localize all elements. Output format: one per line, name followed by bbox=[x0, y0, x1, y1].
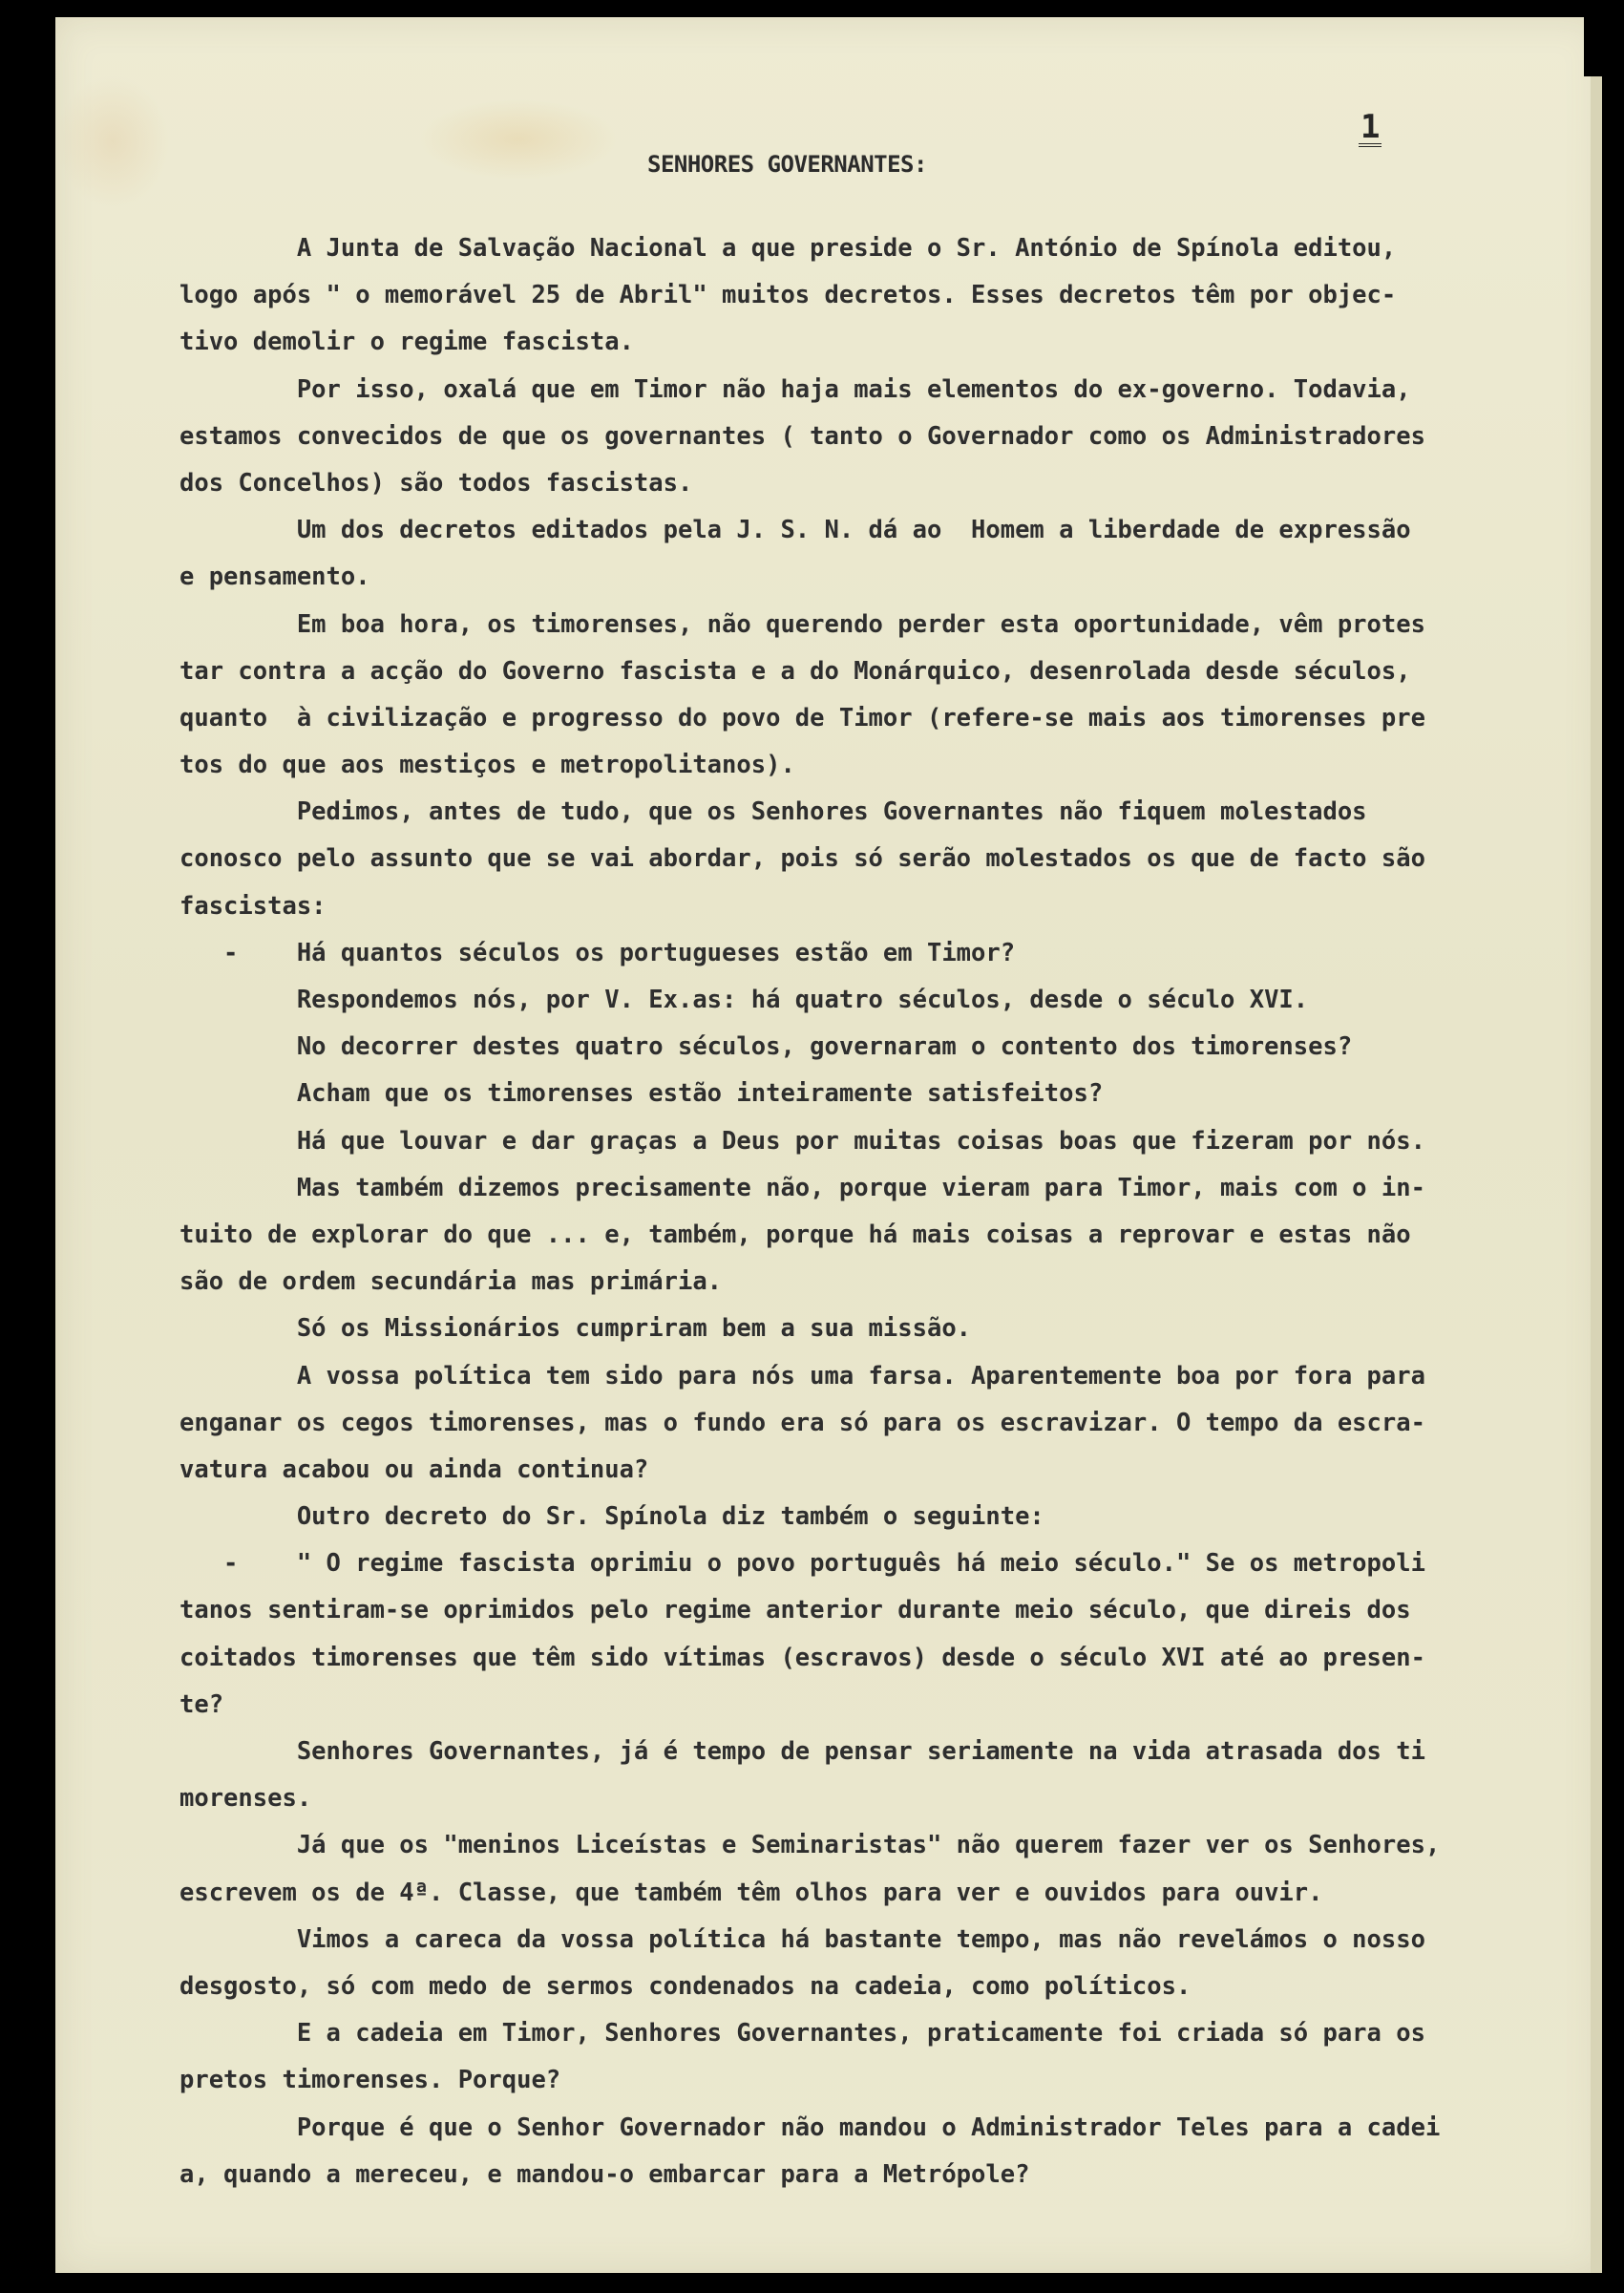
text-line: Por isso, oxalá que em Timor não haja mais elementos do ex-governo. Todavia, bbox=[179, 374, 1411, 404]
text-line: Só os Missionários cumpriram bem a sua missão. bbox=[179, 1314, 972, 1344]
text-line: - Há quantos séculos os portugueses estão em Timor? bbox=[179, 938, 1016, 967]
text-line: tos do que aos mestiços e metropolitanos). bbox=[179, 751, 795, 780]
text-line: Em boa hora, os timorenses, não querendo perder esta oportunidade, vêm protes bbox=[179, 609, 1425, 639]
text-line: são de ordem secundária mas primária. bbox=[179, 1267, 723, 1297]
text-line: enganar os cegos timorenses, mas o fundo era só para os escravizar. O tempo da escra- bbox=[179, 1408, 1425, 1437]
text-line: te? bbox=[179, 1689, 224, 1719]
text-line: Senhores Governantes, já é tempo de pensar seriamente na vida atrasada dos ti bbox=[179, 1737, 1425, 1766]
page-edge bbox=[1591, 17, 1602, 2273]
text-line: No decorrer destes quatro séculos, governaram o contento dos timorenses? bbox=[179, 1032, 1353, 1062]
text-line: - " O regime fascista oprimiu o povo português há meio século." Se os metropoli bbox=[179, 1549, 1425, 1579]
scan-corner bbox=[1584, 0, 1624, 76]
text-line: Pedimos, antes de tudo, que os Senhores Governantes não fiquem molestados bbox=[179, 797, 1367, 827]
text-line: Mas também dizemos precisamente não, porque vieram para Timor, mais com o in- bbox=[179, 1173, 1425, 1202]
text-line: Porque é que o Senhor Governador não mandou o Administrador Teles para a cadei bbox=[179, 2113, 1441, 2142]
text-line: logo após " o memorável 25 de Abril" muitos decretos. Esses decretos têm por objec- bbox=[179, 281, 1397, 310]
text-line: Outro decreto do Sr. Spínola diz também o seguinte: bbox=[179, 1502, 1044, 1532]
document-body bbox=[179, 225, 1559, 2198]
text-line: quanto à civilização e progresso do povo de Timor (refere-se mais aos timorenses pre bbox=[179, 703, 1425, 732]
text-line: desgosto, só com medo de sermos condenados na cadeia, como políticos. bbox=[179, 1971, 1192, 2001]
text-line: tivo demolir o regime fascista. bbox=[179, 328, 634, 357]
document-title: SENHORES GOVERNANTES: bbox=[647, 151, 927, 178]
text-line: tuito de explorar do que ... e, também, porque há mais coisas a reprovar e estas não bbox=[179, 1220, 1411, 1249]
text-line: tar contra a acção do Governo fascista e a do Monárquico, desenrolada desde séculos, bbox=[179, 656, 1411, 686]
text-line: morenses. bbox=[179, 1784, 312, 1814]
text-line: Acham que os timorenses estão inteiramente satisfeitos? bbox=[179, 1079, 1104, 1109]
text-line: fascistas: bbox=[179, 891, 327, 921]
text-line: Há que louvar e dar graças a Deus por muitas coisas boas que fizeram por nós. bbox=[179, 1126, 1425, 1156]
paper-stain bbox=[418, 98, 619, 180]
text-line: E a cadeia em Timor, Senhores Governantes, praticamente foi criada só para os bbox=[179, 2019, 1425, 2049]
text-line: coitados timorenses que têm sido vítimas (escravos) desde o século XVI até ao presen- bbox=[179, 1643, 1425, 1672]
text-line: a, quando a mereceu, e mandou-o embarcar para a Metrópole? bbox=[179, 2159, 1030, 2189]
text-line: estamos convecidos de que os governantes ( tanto o Governador como os Administradores bbox=[179, 421, 1425, 451]
text-line: Vimos a careca da vossa política há bastante tempo, mas não revelámos o nosso bbox=[179, 1924, 1425, 1954]
text-line: conosco pelo assunto que se vai abordar, pois só serão molestados os que de facto são bbox=[179, 844, 1425, 874]
page-number: 1 bbox=[1360, 108, 1381, 146]
text-line: A Junta de Salvação Nacional a que preside o Sr. António de Spínola editou, bbox=[179, 234, 1397, 263]
text-line: e pensamento. bbox=[179, 563, 370, 592]
text-line: Respondemos nós, por V. Ex.as: há quatro séculos, desde o século XVI. bbox=[179, 986, 1309, 1014]
document-page bbox=[55, 17, 1602, 2273]
text-line: tanos sentiram-se oprimidos pelo regime anterior durante meio século, que direis dos bbox=[179, 1596, 1411, 1625]
text-line: pretos timorenses. Porque? bbox=[179, 2066, 561, 2095]
text-line: vatura acabou ou ainda continua? bbox=[179, 1454, 649, 1484]
paper-stain bbox=[55, 74, 170, 208]
text-line: Já que os "meninos Liceístas e Seminaristas" não querem fazer ver os Senhores, bbox=[179, 1831, 1441, 1860]
text-line: dos Concelhos) são todos fascistas. bbox=[179, 468, 693, 498]
text-line: escrevem os de 4ª. Classe, que também têm olhos para ver e ouvidos para ouvir. bbox=[179, 1878, 1323, 1907]
text-line: Um dos decretos editados pela J. S. N. dá ao Homem a liberdade de expressão bbox=[179, 516, 1411, 545]
text-line: A vossa política tem sido para nós uma farsa. Aparentemente boa por fora para bbox=[179, 1361, 1425, 1391]
